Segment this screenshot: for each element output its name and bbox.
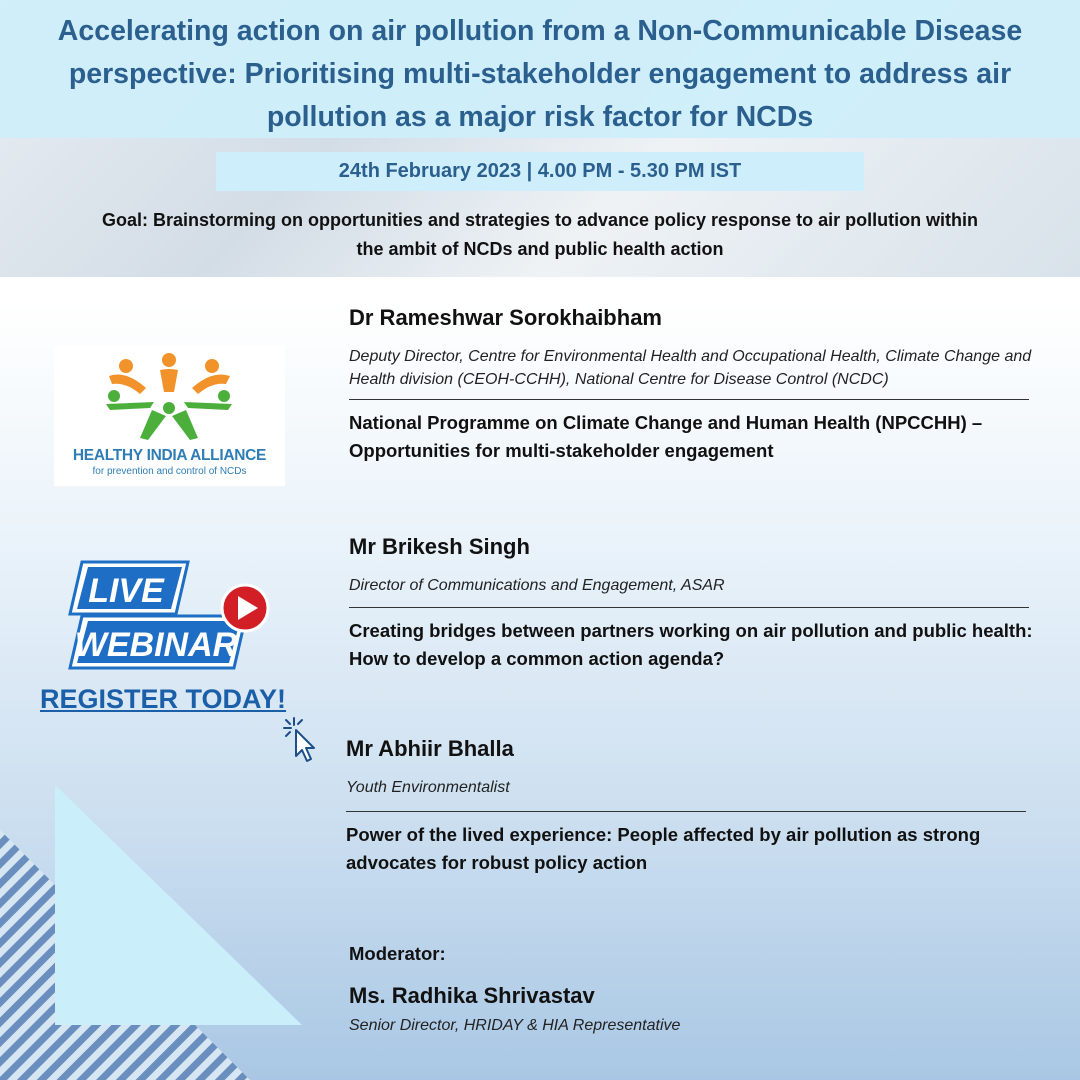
speaker-role: Youth Environmentalist <box>346 779 510 796</box>
logo-name: HEALTHY INDIA ALLIANCE <box>72 447 267 464</box>
star-people-icon <box>54 346 285 446</box>
speaker-card <box>349 534 1039 673</box>
divider <box>349 607 1029 608</box>
play-icon <box>222 585 268 631</box>
speaker-name: Mr Abhiir Bhalla <box>346 736 514 761</box>
cursor-click-icon <box>282 716 318 764</box>
decorative-triangles <box>0 780 310 1080</box>
live-webinar-badge <box>68 558 273 678</box>
moderator-name: Ms. Radhika Shrivastav <box>349 983 595 1008</box>
moderator-label: Moderator: <box>349 943 446 964</box>
speaker-topic: National Programme on Climate Change and Human Health (NPCCHH) – Opportunities for multi-stakeholder engagement <box>349 412 983 461</box>
badge-webinar-text: WEBINAR <box>74 626 238 664</box>
event-date: 24th February 2023 | 4.00 PM - 5.30 PM IST <box>338 160 742 182</box>
speaker-role: Director of Communications and Engagement, ASAR <box>349 577 725 594</box>
event-title: Accelerating action on air pollution from a Non-Communicable Disease perspective: Prioritising multi-stakeholder engagement to address air pollution as a major risk factor for NCDs <box>57 15 1023 133</box>
badge-live-text: LIVE <box>88 572 164 610</box>
speaker-name: Mr Brikesh Singh <box>349 534 530 559</box>
register-today-link[interactable]: REGISTER TODAY! <box>40 684 287 714</box>
divider <box>346 811 1026 812</box>
logo-tagline: for prevention and control of NCDs <box>92 466 247 477</box>
speaker-role: Deputy Director, Centre for Environmental Health and Occupational Health, Climate Change and Health division (CEOH-CCHH), National Centre for Disease Control (NCDC) <box>349 348 1032 388</box>
speaker-topic: Power of the lived experience: People affected by air pollution as strong advocates for robust policy action <box>346 824 981 873</box>
speaker-topic: Creating bridges between partners working on air pollution and public health: How to develop a common action agenda? <box>349 620 1033 669</box>
speaker-name: Dr Rameshwar Sorokhaibham <box>349 305 662 330</box>
speaker-card <box>349 305 1039 465</box>
event-goal: Goal: Brainstorming on opportunities and strategies to advance policy response to air pollution within the ambit of NCDs and public health action <box>101 210 979 259</box>
moderator-role: Senior Director, HRIDAY & HIA Representative <box>349 1017 681 1034</box>
divider <box>349 399 1029 400</box>
speaker-card <box>346 736 1036 877</box>
healthy-india-alliance-logo <box>54 346 285 486</box>
